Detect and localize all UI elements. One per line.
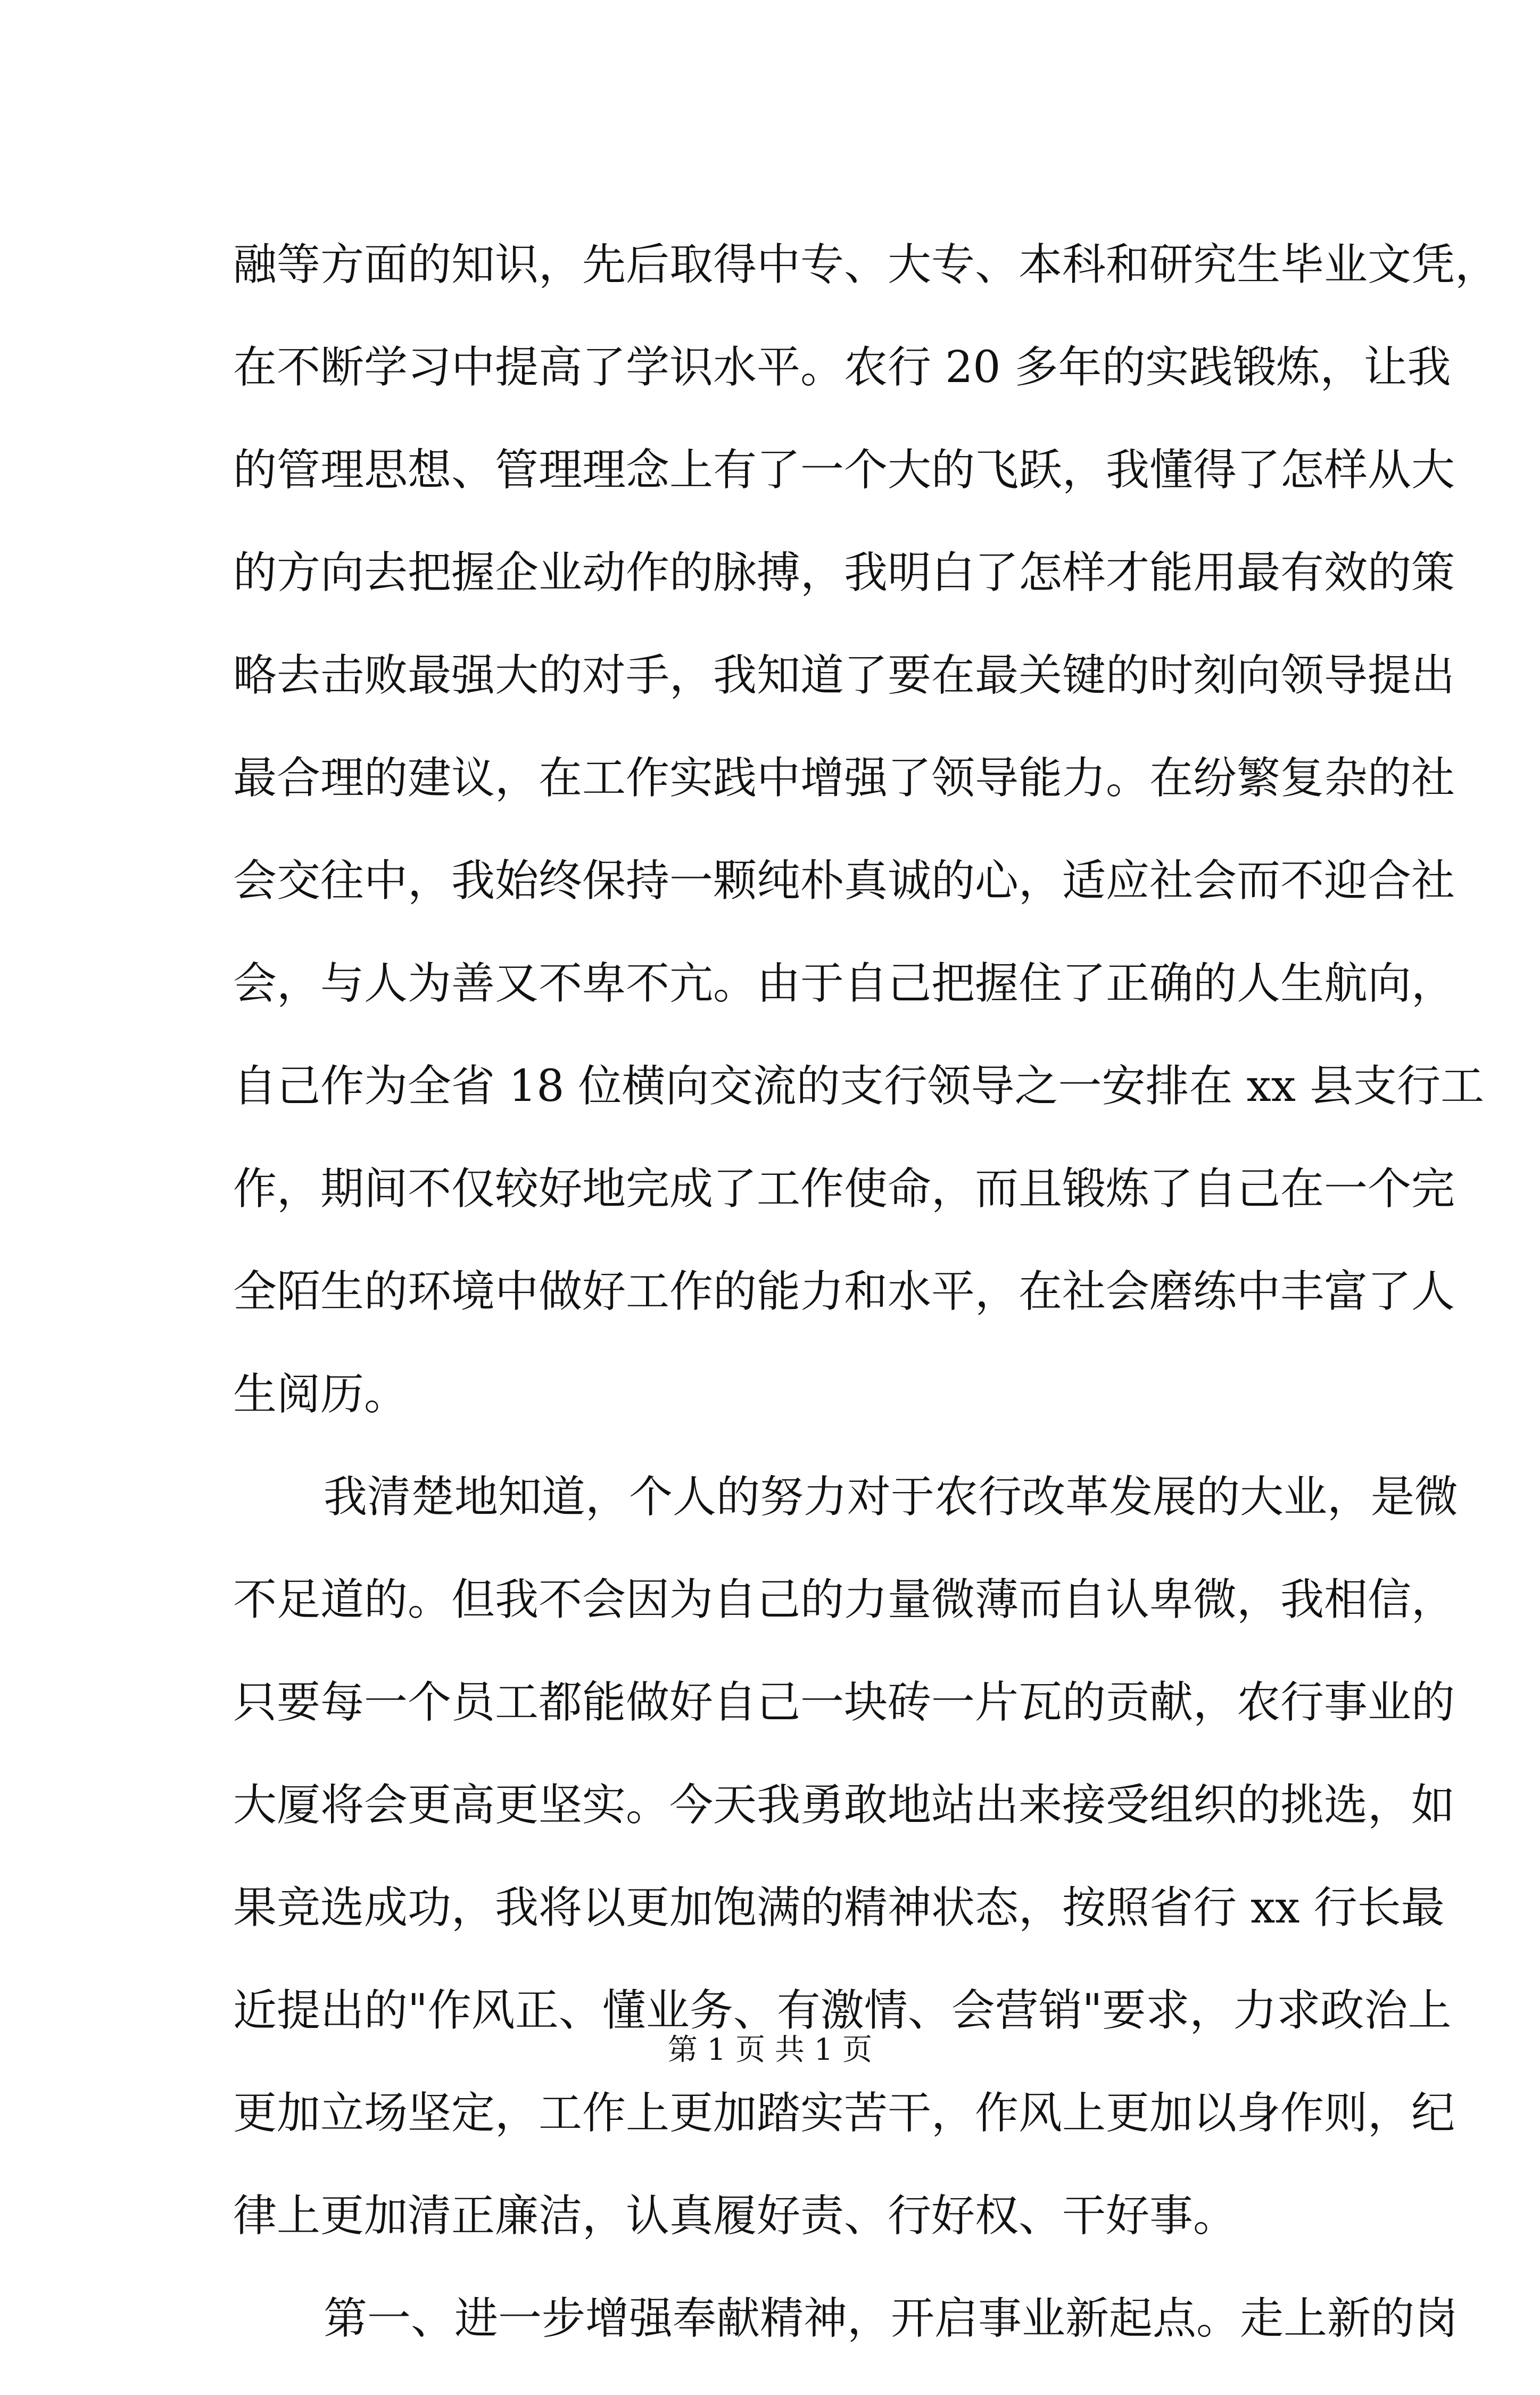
- text-line: 在不断学习中提高了学识水平。农行 20 多年的实践锻炼，让我: [233, 342, 1451, 393]
- text-line: 的方向去把握企业动作的脉搏，我明白了怎样才能用最有效的策: [233, 548, 1455, 598]
- text-line: 最合理的建议，在工作实践中增强了领导能力。在纷繁复杂的社: [233, 753, 1455, 803]
- text-line: 更加立场坚定，工作上更加踏实苦干，作风上更加以身作则，纪: [233, 2088, 1455, 2139]
- page-footer: 第 1 页 共 1 页: [667, 2033, 873, 2067]
- text-line: 作，期间不仅较好地完成了工作使命，而且锻炼了自己在一个完: [233, 1164, 1455, 1214]
- paragraph-first-line: 第一、进一步增强奉献精神，开启事业新起点。走上新的岗: [324, 2293, 1459, 2344]
- text-line: 生阅历。: [233, 1369, 408, 1420]
- text-line: 只要每一个员工都能做好自己一块砖一片瓦的贡献，农行事业的: [233, 1677, 1455, 1728]
- text-line: 近提出的"作风正、懂业务、有激情、会营销"要求，力求政治上: [233, 1985, 1452, 2036]
- paragraph-first-line: 我清楚地知道，个人的努力对于农行改革发展的大业，是微: [324, 1472, 1459, 1522]
- text-line: 会交往中，我始终保持一颗纯朴真诚的心，适应社会而不迎合社: [233, 856, 1455, 906]
- text-line: 融等方面的知识，先后取得中专、大专、本科和研究生毕业文凭，: [233, 239, 1499, 290]
- text-line: 全陌生的环境中做好工作的能力和水平，在社会磨练中丰富了人: [233, 1266, 1455, 1317]
- text-line: 大厦将会更高更坚实。今天我勇敢地站出来接受组织的挑选，如: [233, 1780, 1455, 1830]
- text-line: 果竞选成功，我将以更加饱满的精神状态，按照省行 xx 行长最: [233, 1883, 1445, 1933]
- text-line: 会，与人为善又不卑不亢。由于自己把握住了正确的人生航向，: [233, 958, 1455, 1009]
- text-line: 略去击败最强大的对手，我知道了要在最关键的时刻向领导提出: [233, 650, 1455, 701]
- text-line: 自己作为全省 18 位横向交流的支行领导之一安排在 xx 县支行工: [233, 1061, 1485, 1112]
- document-body: [233, 238, 1499, 2395]
- text-line: 的管理思想、管理理念上有了一个大的飞跃，我懂得了怎样从大: [233, 445, 1455, 495]
- text-line: 不足道的。但我不会因为自己的力量微薄而自认卑微，我相信，: [233, 1574, 1455, 1625]
- text-line: 律上更加清正廉洁，认真履好责、行好权、干好事。: [233, 2191, 1237, 2241]
